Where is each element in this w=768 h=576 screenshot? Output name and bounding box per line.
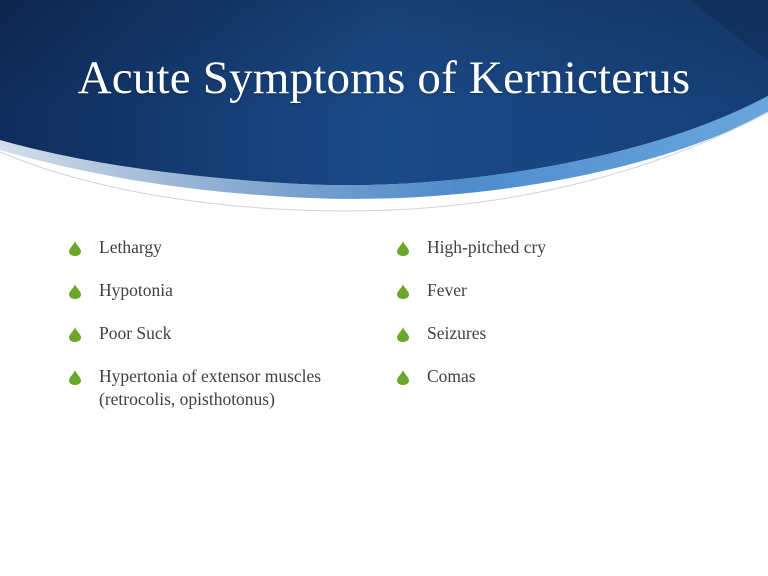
bullet-text: Seizures bbox=[427, 323, 487, 343]
drop-icon bbox=[397, 284, 409, 299]
bullet-text: Hypertonia of extensor muscles (retrocolis, opisthotonus) bbox=[99, 366, 322, 409]
list-item bbox=[66, 322, 386, 345]
drop-icon bbox=[69, 327, 81, 342]
drop-icon bbox=[397, 327, 409, 342]
header-banner bbox=[0, 0, 768, 230]
list-item bbox=[394, 236, 714, 259]
list-item bbox=[394, 365, 714, 388]
drop-icon bbox=[69, 370, 81, 385]
drop-icon bbox=[69, 284, 81, 299]
list-item bbox=[66, 236, 386, 259]
bullet-text: Lethargy bbox=[99, 237, 162, 257]
drop-icon bbox=[397, 241, 409, 256]
list-item bbox=[66, 279, 386, 302]
slide-title: Acute Symptoms of Kernicterus bbox=[77, 52, 691, 104]
bullet-text: Hypotonia bbox=[99, 280, 173, 300]
bullet-text: Poor Suck bbox=[99, 323, 172, 343]
drop-icon bbox=[397, 370, 409, 385]
bullet-text: High-pitched cry bbox=[427, 237, 547, 257]
bullet-text: Comas bbox=[427, 366, 476, 386]
drop-icon bbox=[69, 241, 81, 256]
left-bullet-list bbox=[66, 236, 386, 431]
right-bullet-list bbox=[394, 236, 714, 408]
bullet-text: Fever bbox=[427, 280, 467, 300]
list-item bbox=[394, 279, 714, 302]
list-item bbox=[394, 322, 714, 345]
list-item bbox=[66, 365, 386, 411]
